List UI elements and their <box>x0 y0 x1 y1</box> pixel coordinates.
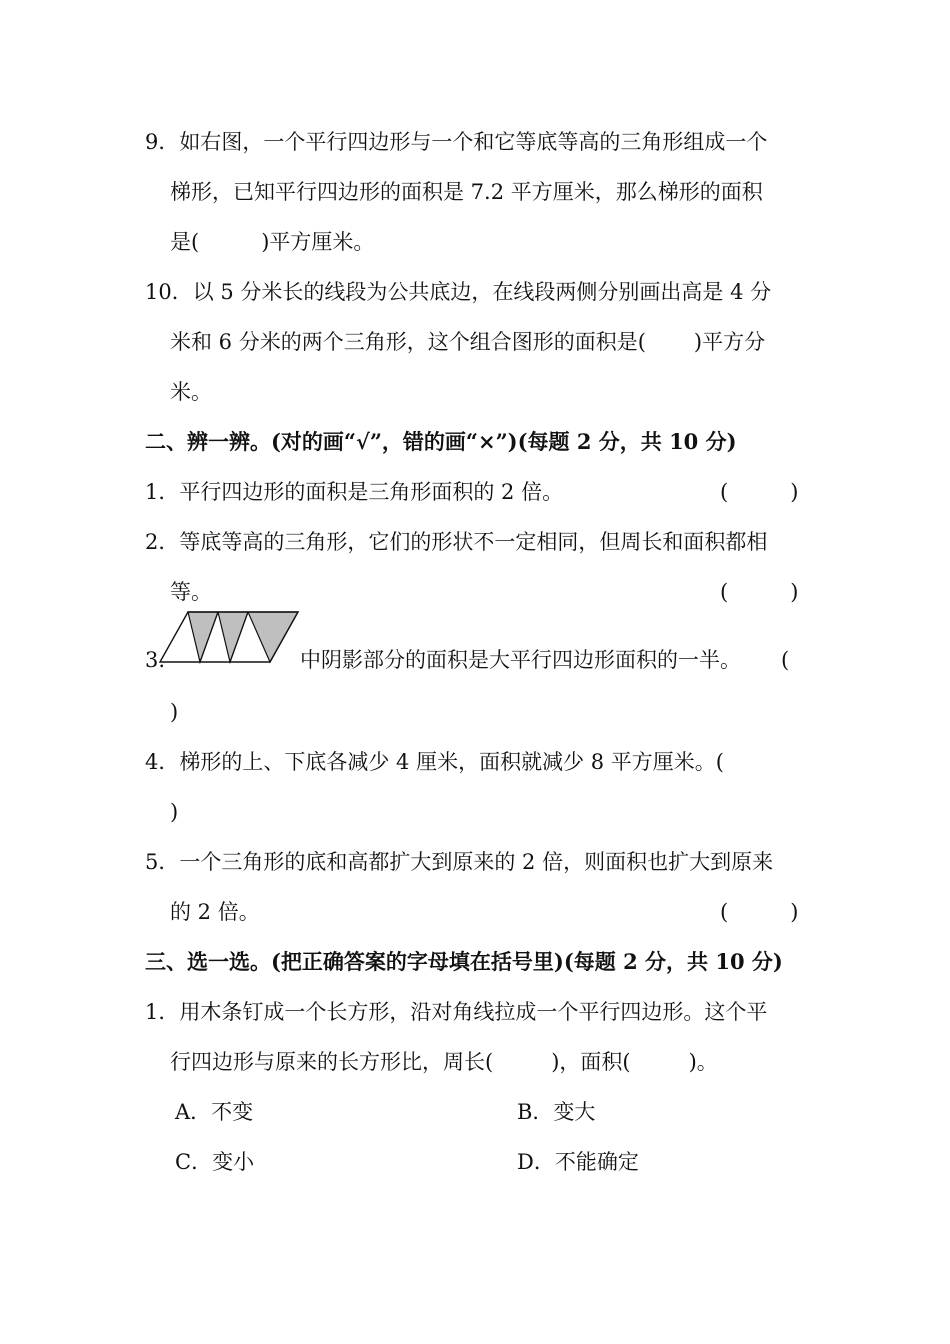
paren-close: ) <box>790 580 799 604</box>
s3-q1-line2 <box>170 1047 718 1077</box>
parallelogram-figure <box>158 610 300 666</box>
option-b[interactable]: B．变大 <box>517 1100 596 1124</box>
s3-q1-area-label: )，面积( <box>551 1050 631 1074</box>
paren-open: ( <box>720 900 729 924</box>
s2-q3-paren-close: ) <box>170 700 179 724</box>
option-c[interactable]: C．变小 <box>175 1150 255 1174</box>
paren-close: ) <box>790 480 799 504</box>
s3-q1-line1: 1．用木条钉成一个长方形，沿对角线拉成一个平行四边形。这个平 <box>145 1000 768 1024</box>
q10-line3: 米。 <box>170 380 212 404</box>
q10-blank-open: 米和 6 分米的两个三角形，这个组合图形的面积是( <box>170 330 646 354</box>
q9-line2: 梯形，已知平行四边形的面积是 7.2 平方厘米，那么梯形的面积 <box>170 180 763 204</box>
q9-blank-open: 是( <box>170 230 200 254</box>
s3-q1-end: )。 <box>688 1050 718 1074</box>
s2-q1-answer-paren[interactable] <box>720 477 798 507</box>
section3-title: 三、选一选。(把正确答案的字母填在括号里)(每题 2 分，共 10 分) <box>145 949 783 974</box>
s2-q1-text: 1．平行四边形的面积是三角形面积的 2 倍。 <box>145 480 564 504</box>
option-a[interactable]: A．不变 <box>175 1100 254 1124</box>
s2-q2-line2: 等。 <box>170 580 212 604</box>
q10-line2 <box>170 327 765 357</box>
shaded-triangle-3 <box>248 612 298 662</box>
s2-q3-text: 中阴影部分的面积是大平行四边形面积的一半。 <box>300 648 741 672</box>
s2-q2-answer-paren[interactable] <box>720 577 798 607</box>
q9-line3 <box>170 227 374 257</box>
s2-q4-paren-close: ) <box>170 800 179 824</box>
s2-q3-number: 3. <box>145 648 166 672</box>
paren-close: ) <box>790 900 799 924</box>
s2-q2-line1: 2．等底等高的三角形，它们的形状不一定相同，但周长和面积都相 <box>145 530 768 554</box>
paren-open: ( <box>720 580 729 604</box>
section2-title: 二、辨一辨。(对的画“√”，错的画“×”)(每题 2 分，共 10 分) <box>145 429 737 454</box>
q10-blank-close: )平方分 <box>693 330 766 354</box>
q9-line1: 9．如右图，一个平行四边形与一个和它等底等高的三角形组成一个 <box>145 130 768 154</box>
s2-q4-text[interactable]: 4．梯形的上、下底各减少 4 厘米，面积就减少 8 平方厘米。( <box>145 750 724 774</box>
s2-q5-answer-paren[interactable] <box>720 897 798 927</box>
q10-line1: 10．以 5 分米长的线段为公共底边，在线段两侧分别画出高是 4 分 <box>145 280 772 304</box>
s3-q1-perimeter-label: 行四边形与原来的长方形比，周长( <box>170 1050 494 1074</box>
q9-blank-close: )平方厘米。 <box>261 230 375 254</box>
option-d[interactable]: D．不能确定 <box>517 1150 639 1174</box>
s2-q5-line1: 5．一个三角形的底和高都扩大到原来的 2 倍，则面积也扩大到原来 <box>145 850 774 874</box>
paren-open: ( <box>720 480 729 504</box>
s2-q5-line2: 的 2 倍。 <box>170 900 260 924</box>
s2-q3-paren-open[interactable]: ( <box>781 648 790 672</box>
